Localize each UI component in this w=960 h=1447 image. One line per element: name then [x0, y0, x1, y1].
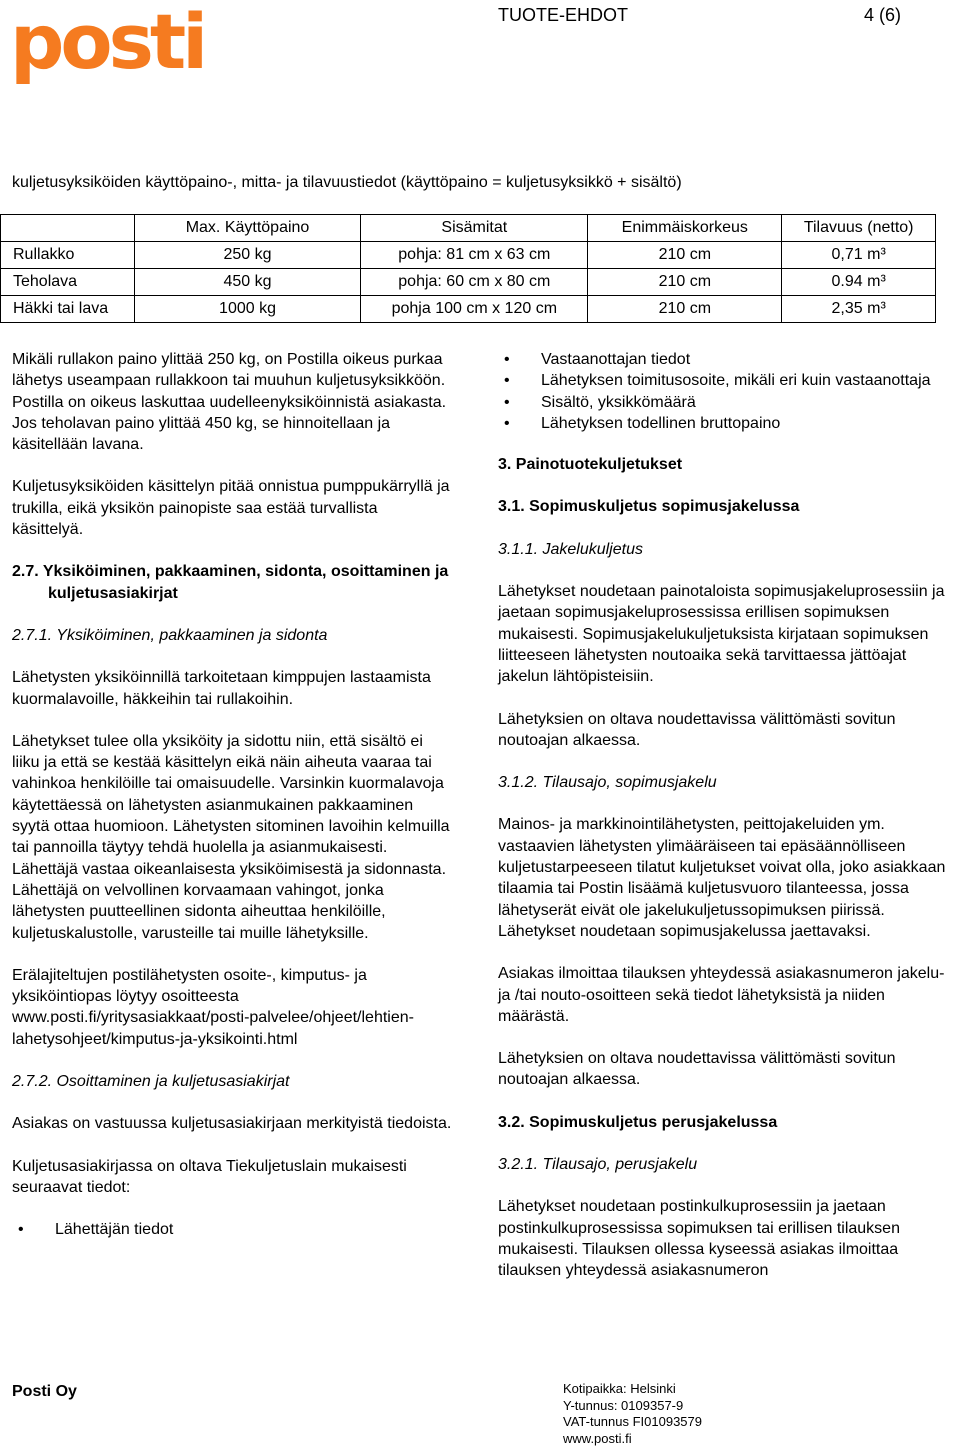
logo-wordmark: posti: [10, 4, 204, 86]
transport-unit-table: [0, 214, 936, 323]
section-heading-3-2: 3.2. Sopimuskuljetus perusjakelussa: [498, 1112, 960, 1133]
table-cell: 250 kg: [134, 242, 361, 269]
paragraph: Erälajiteltujen postilähetysten osoite-, kimputus- ja yksiköintiopas löytyy osoitteesta www.posti.fi/yritysasiakkaat/posti-palvelee/ohjeet/lehtien-lahetysohjeet/kimputus-ja-yksikointi.html: [12, 965, 452, 1050]
table-row: [1, 242, 936, 269]
table-header: [1, 215, 135, 242]
table-cell: 1000 kg: [134, 296, 361, 323]
section-heading-2-7-2: 2.7.2. Osoittaminen ja kuljetusasiakirjat: [12, 1071, 452, 1092]
table-header: Tilavuus (netto): [782, 215, 936, 242]
section-heading-2-7: 2.7. Yksiköiminen, pakkaaminen, sidonta, osoittaminen ja kuljetusasiakirjat: [12, 561, 452, 604]
table-cell: 210 cm: [588, 296, 782, 323]
footer-info: [563, 1381, 702, 1447]
paragraph: Asiakas ilmoittaa tilauksen yhteydessä asiakasnumeron jakelu- ja /tai nouto-osoitteen sekä tiedot lähetyksistä ja niiden määrästä.: [498, 963, 960, 1027]
paragraph: Kuljetusyksiköiden käsittelyn pitää onnistua pumppukärryllä ja trukilla, eikä yksikön painopiste saa estää turvallista käsittelyä.: [12, 476, 452, 540]
list-item: • Lähettäjän tiedot: [12, 1219, 452, 1240]
footer-line: Y-tunnus: 0109357-9: [563, 1398, 702, 1415]
section-heading-3-1-1: 3.1.1. Jakelukuljetus: [498, 539, 960, 560]
table-cell: pohja 100 cm x 120 cm: [361, 296, 588, 323]
footer-line: VAT-tunnus FI01093579: [563, 1414, 702, 1431]
document-title: TUOTE-EHDOT: [498, 5, 628, 26]
list-item: • Lähetyksen todellinen bruttopaino: [498, 413, 960, 434]
table-cell: pohja: 81 cm x 63 cm: [361, 242, 588, 269]
paragraph: Mainos- ja markkinointilähetysten, peittojakeluiden ym. vastaavien lähetysten ylimääräiseen tai epäsäännölliseen kuljetustarpeeseen tilatut kuljetukset voivat olla, joko asiakkaan tilaamia tai Postin lisäämä kuljetusvuoro tilanteessa, jossa lähetyserät eivät ole jakelukuljetussopimuksen piirissä. Lähetykset noudetaan sopimusjakelussa jaettavaksi.: [498, 814, 960, 942]
table-header: Sisämitat: [361, 215, 588, 242]
table-cell: 0,71 m³: [782, 242, 936, 269]
section-heading-3-1: 3.1. Sopimuskuljetus sopimusjakelussa: [498, 496, 960, 517]
section-heading-3-1-2: 3.1.2. Tilausajo, sopimusjakelu: [498, 772, 960, 793]
table-intro: kuljetusyksiköiden käyttöpaino-, mitta- ja tilavuustiedot (käyttöpaino = kuljetusyksikkö + sisältö): [12, 174, 682, 192]
right-column: [498, 349, 960, 1303]
bullet-list: [12, 1219, 452, 1240]
posti-logo: [10, 4, 205, 96]
list-item: • Sisältö, yksikkömäärä: [498, 392, 960, 413]
table-cell: 0.94 m³: [782, 269, 936, 296]
footer-line: www.posti.fi: [563, 1431, 702, 1447]
list-item: • Lähetyksen toimitusosoite, mikäli eri kuin vastaanottaja: [498, 370, 960, 391]
table-row: [1, 269, 936, 296]
table-cell: 450 kg: [134, 269, 361, 296]
page-number: 4 (6): [864, 5, 901, 26]
section-heading-2-7-1: 2.7.1. Yksiköiminen, pakkaaminen ja sidonta: [12, 625, 452, 646]
left-column: [12, 349, 452, 1261]
table-cell: pohja: 60 cm x 80 cm: [361, 269, 588, 296]
table-cell: 2,35 m³: [782, 296, 936, 323]
table-header: Enimmäiskorkeus: [588, 215, 782, 242]
table-cell: Teholava: [1, 269, 135, 296]
table-cell: Häkki tai lava: [1, 296, 135, 323]
footer-company: Posti Oy: [12, 1383, 77, 1401]
paragraph: Lähetysten yksiköinnillä tarkoitetaan kimppujen lastaamista kuormalavoille, häkkeihin tai rullakoihin.: [12, 667, 452, 710]
table-header: Max. Käyttöpaino: [134, 215, 361, 242]
section-heading-3-2-1: 3.2.1. Tilausajo, perusjakelu: [498, 1154, 960, 1175]
bullet-list: [498, 349, 960, 434]
section-heading-3: 3. Painotuotekuljetukset: [498, 454, 960, 475]
table-cell: 210 cm: [588, 269, 782, 296]
paragraph: Lähetyksien on oltava noudettavissa välittömästi sovitun noutoajan alkaessa.: [498, 709, 960, 752]
table-row: [1, 296, 936, 323]
paragraph: Lähetykset noudetaan painotaloista sopimusjakeluprosessiin ja jaetaan sopimusjakeluprosessissa erillisen sopimuksen mukaisesti. Sopimusjakelukuljetuksista kirjataan sopimuksen liitteeseen lähetysten noutoaika sekä tarvittaessa jättöajat jakelun lähtöpisteisiin.: [498, 581, 960, 687]
table-cell: 210 cm: [588, 242, 782, 269]
paragraph: Kuljetusasiakirjassa on oltava Tiekuljetuslain mukaisesti seuraavat tiedot:: [12, 1156, 452, 1199]
paragraph: Lähetykset noudetaan postinkulkuprosessiin ja jaetaan postinkulkuprosessissa sopimuksen tai erillisen tilauksen mukaisesti. Tilauksen ollessa kyseessä asiakas ilmoittaa tilauksen yhteydessä asiakasnumeron: [498, 1196, 960, 1281]
paragraph: Lähetyksien on oltava noudettavissa välittömästi sovitun noutoajan alkaessa.: [498, 1048, 960, 1091]
table-cell: Rullakko: [1, 242, 135, 269]
list-item: • Vastaanottajan tiedot: [498, 349, 960, 370]
footer-line: Kotipaikka: Helsinki: [563, 1381, 702, 1398]
paragraph: Asiakas on vastuussa kuljetusasiakirjaan merkityistä tiedoista.: [12, 1113, 452, 1134]
table-header-row: [1, 215, 936, 242]
paragraph: Mikäli rullakon paino ylittää 250 kg, on Postilla oikeus purkaa lähetys useampaan rullakkoon tai muuhun kuljetusyksikköön. Postilla on oikeus laskuttaa uudelleenyksiköinnistä asiakasta. Jos teholavan paino ylittää 450 kg, se hinnoitellaan ja käsitellään lavana.: [12, 349, 452, 455]
paragraph: Lähetykset tulee olla yksiköity ja sidottu niin, että sisältö ei liiku ja että se kestää käsittelyn eikä näin aiheuta vaaraa tai vahinkoa henkilöille tai omaisuudelle. Varsinkin kuormalavoja käytettäessä on lähetysten asianmukainen pakkaaminen syytä ottaa huomioon. Lähetysten sitominen lavoihin kelmuilla tai pannoilla täytyy tehdä huolella ja asianmukaisesti. Lähettäjä vastaa oikeanlaisesta yksiköimisestä ja sidonnasta. Lähettäjä on velvollinen korvaamaan vahingot, jonka lähetysten puutteellinen sidonta aiheuttaa henkilöille, kuljetuskalustolle, varusteille tai muille lähetyksille.: [12, 731, 452, 944]
